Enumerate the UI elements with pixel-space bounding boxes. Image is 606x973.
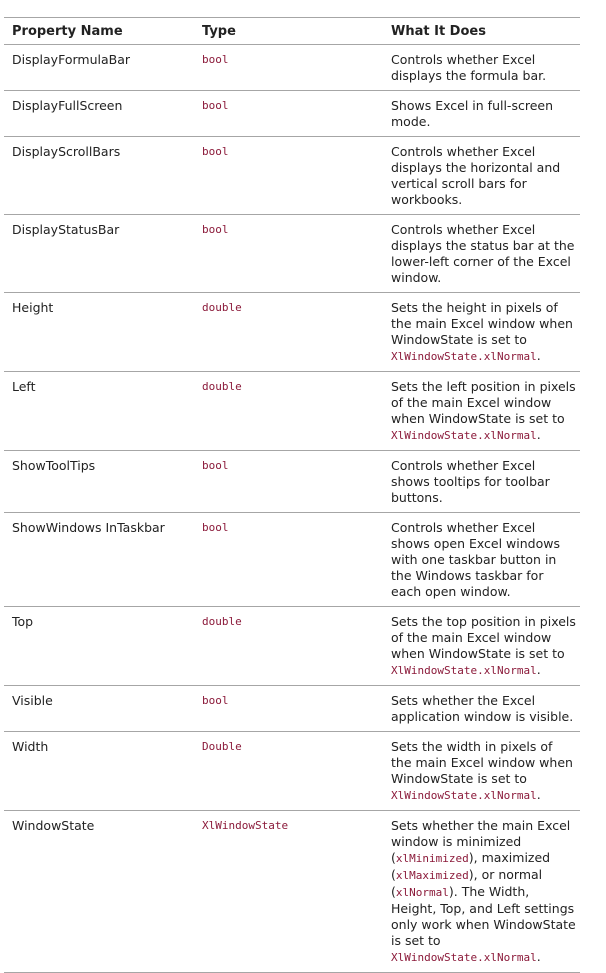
- table-row: [4, 137, 580, 215]
- description-text: Controls whether Excel displays the formula bar.: [391, 52, 547, 83]
- code-literal: XlWindowState.xlNormal: [391, 789, 537, 802]
- description-text: Sets the width in pixels of the main Excel window when WindowState is set to: [391, 739, 573, 786]
- description-text: Sets whether the Excel application window is visible.: [391, 693, 574, 724]
- code-literal: XlWindowState.xlNormal: [391, 429, 537, 442]
- column-header-what-it-does: What It Does: [383, 18, 580, 45]
- description-cell: [383, 293, 580, 372]
- table-row: [4, 372, 580, 451]
- description-text: ), maximized (: [391, 850, 551, 882]
- description-text: Sets the height in pixels of the main Excel window when WindowState is set to: [391, 300, 573, 347]
- description-text: Controls whether Excel shows tooltips for toolbar buttons.: [391, 458, 550, 505]
- type-cell: double: [194, 293, 383, 372]
- type-cell: bool: [194, 91, 383, 137]
- description-text: .: [536, 949, 541, 964]
- description-text: Shows Excel in full-screen mode.: [391, 98, 553, 129]
- type-cell: double: [194, 607, 383, 686]
- type-cell: bool: [194, 215, 383, 293]
- description-cell: [383, 607, 580, 686]
- property-name-cell: ShowWindows InTaskbar: [4, 513, 194, 607]
- column-header-property-name: Property Name: [4, 18, 194, 45]
- properties-table: [4, 17, 580, 973]
- column-header-type: Type: [194, 18, 383, 45]
- property-name-cell: Left: [4, 372, 194, 451]
- code-literal: xlMinimized: [395, 852, 469, 865]
- description-text: Controls whether Excel displays the status bar at the lower-left corner of the Excel window.: [391, 222, 575, 285]
- property-name-cell: Visible: [4, 686, 194, 732]
- table-row: [4, 686, 580, 732]
- type-cell: bool: [194, 451, 383, 513]
- description-text: Sets the left position in pixels of the main Excel window when WindowState is set to: [391, 379, 576, 426]
- description-text: Controls whether Excel displays the horizontal and vertical scroll bars for workbooks.: [391, 144, 561, 207]
- description-cell: [383, 137, 580, 215]
- description-text: .: [536, 348, 541, 363]
- property-name-cell: DisplayScrollBars: [4, 137, 194, 215]
- description-text: ), or normal (: [391, 867, 543, 899]
- property-name-cell: WindowState: [4, 811, 194, 973]
- type-cell: bool: [194, 686, 383, 732]
- property-name-cell: Height: [4, 293, 194, 372]
- description-text: Sets whether the main Excel window is minimized (: [391, 818, 571, 865]
- description-text: Controls whether Excel shows open Excel windows with one taskbar button in the Windows taskbar for each open window.: [391, 520, 560, 599]
- type-cell: bool: [194, 45, 383, 91]
- description-cell: [383, 686, 580, 732]
- description-text: .: [536, 662, 541, 677]
- code-literal: XlWindowState.xlNormal: [391, 664, 537, 677]
- table-row: [4, 215, 580, 293]
- property-name-cell: DisplayStatusBar: [4, 215, 194, 293]
- description-cell: [383, 732, 580, 811]
- type-cell: bool: [194, 513, 383, 607]
- table-row: [4, 91, 580, 137]
- table-body: [4, 45, 580, 973]
- code-literal: xlMaximized: [395, 869, 469, 882]
- description-cell: [383, 811, 580, 973]
- type-cell: Double: [194, 732, 383, 811]
- code-literal: xlNormal: [395, 886, 449, 899]
- description-cell: [383, 45, 580, 91]
- table-row: [4, 293, 580, 372]
- property-name-cell: Top: [4, 607, 194, 686]
- property-name-cell: DisplayFullScreen: [4, 91, 194, 137]
- type-cell: XlWindowState: [194, 811, 383, 973]
- description-cell: [383, 451, 580, 513]
- table-row: [4, 811, 580, 973]
- table-row: [4, 451, 580, 513]
- code-literal: XlWindowState.xlNormal: [391, 951, 537, 964]
- table-row: [4, 732, 580, 811]
- code-literal: XlWindowState.xlNormal: [391, 350, 537, 363]
- type-cell: double: [194, 372, 383, 451]
- description-cell: [383, 513, 580, 607]
- description-text: ). The Width, Height, Top, and Left settings only work when WindowState is set to: [391, 884, 576, 948]
- description-cell: [383, 215, 580, 293]
- type-cell: bool: [194, 137, 383, 215]
- property-name-cell: ShowToolTips: [4, 451, 194, 513]
- table-row: [4, 607, 580, 686]
- description-cell: [383, 372, 580, 451]
- description-text: .: [536, 787, 541, 802]
- table-row: [4, 513, 580, 607]
- table-row: [4, 45, 580, 91]
- property-name-cell: DisplayFormulaBar: [4, 45, 194, 91]
- header-row: [4, 18, 580, 45]
- description-cell: [383, 91, 580, 137]
- description-text: Sets the top position in pixels of the main Excel window when WindowState is set to: [391, 614, 576, 661]
- description-text: .: [536, 427, 541, 442]
- property-name-cell: Width: [4, 732, 194, 811]
